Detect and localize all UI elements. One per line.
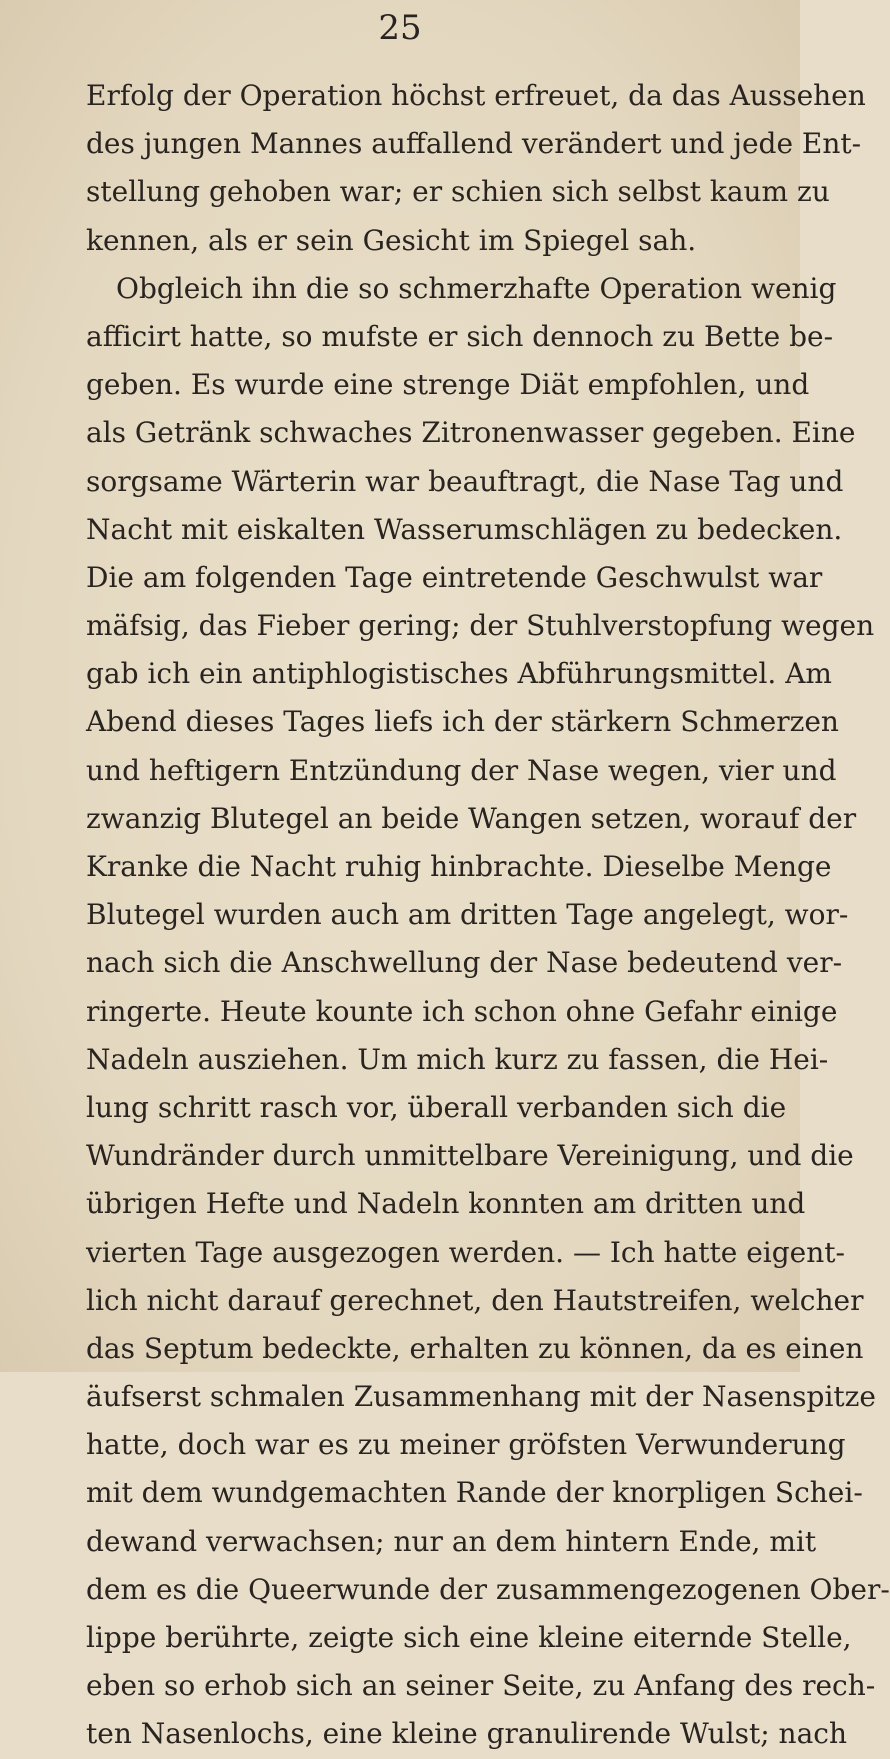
text-line: zwanzig Blutegel an beide Wangen setzen, worauf der (86, 801, 857, 835)
text-line: eben so erhob sich an seiner Seite, zu Anfang des rech- (86, 1669, 876, 1703)
text-line: ringerte. Heute kounte ich schon ohne Gefahr einige (86, 994, 838, 1028)
text-line: vierten Tage ausgezogen werden. — Ich hatte eigent- (86, 1235, 845, 1269)
text-line: übrigen Hefte und Nadeln konnten am dritten und (86, 1187, 806, 1221)
page-number: 25 (378, 8, 422, 48)
text-line: Obgleich ihn die so schmerzhafte Operation wenig (116, 271, 837, 305)
text-line: stellung gehoben war; er schien sich selbst kaum zu (86, 175, 830, 209)
text-line: dem es die Queerwunde der zusammengezogenen Ober- (86, 1572, 890, 1606)
text-line: mäfsig, das Fieber gering; der Stuhlverstopfung wegen (86, 609, 875, 643)
text-line: als Getränk schwaches Zitronenwasser gegeben. Eine (86, 416, 856, 450)
text-line: kennen, als er sein Gesicht im Spiegel sah. (86, 223, 697, 257)
text-line: afficirt hatte, so mufste er sich dennoch zu Bette be- (86, 319, 834, 353)
text-line: sorgsame Wärterin war beauftragt, die Nase Tag und (86, 464, 844, 498)
text-line: hatte, doch war es zu meiner gröfsten Verwunderung (86, 1428, 846, 1462)
text-line: ten Nasenlochs, eine kleine granulirende Wulst; nach (86, 1717, 847, 1751)
body-text (86, 72, 890, 1759)
text-line: Nadeln ausziehen. Um mich kurz zu fassen, die Hei- (86, 1042, 829, 1076)
text-line: Wundränder durch unmittelbare Vereinigung, und die (86, 1139, 854, 1173)
text-line: Nacht mit eiskalten Wasserumschlägen zu bedecken. (86, 512, 843, 546)
text-line: äufserst schmalen Zusammenhang mit der Nasenspitze (86, 1380, 876, 1414)
text-line: lich nicht darauf gerechnet, den Hautstreifen, welcher (86, 1283, 864, 1317)
text-line: gab ich ein antiphlogistisches Abführungsmittel. Am (86, 657, 832, 691)
text-line: dewand verwachsen; nur an dem hintern Ende, mit (86, 1524, 817, 1558)
text-line: des jungen Mannes auffallend verändert und jede Ent- (86, 127, 862, 161)
text-line: lung schritt rasch vor, überall verbanden sich die (86, 1090, 787, 1124)
text-line: Die am folgenden Tage eintretende Geschwulst war (86, 560, 823, 594)
text-line: und heftigern Entzündung der Nase wegen, vier und (86, 753, 837, 787)
text-line: Erfolg der Operation höchst erfreuet, da das Aussehen (86, 79, 866, 112)
text-line: Blutegel wurden auch am dritten Tage angelegt, wor- (86, 898, 849, 932)
text-line: nach sich die Anschwellung der Nase bedeutend ver- (86, 946, 843, 980)
text-line: Abend dieses Tages liefs ich der stärkern Schmerzen (86, 705, 839, 739)
text-line: Kranke die Nacht ruhig hinbrachte. Dieselbe Menge (86, 850, 832, 883)
text-line: mit dem wundgemachten Rande der knorpligen Schei- (86, 1476, 863, 1510)
text-line: das Septum bedeckte, erhalten zu können, da es einen (86, 1331, 864, 1365)
text-line: lippe berührte, zeigte sich eine kleine eiternde Stelle, (86, 1621, 852, 1654)
text-line: geben. Es wurde eine strenge Diät empfohlen, und (86, 368, 810, 402)
